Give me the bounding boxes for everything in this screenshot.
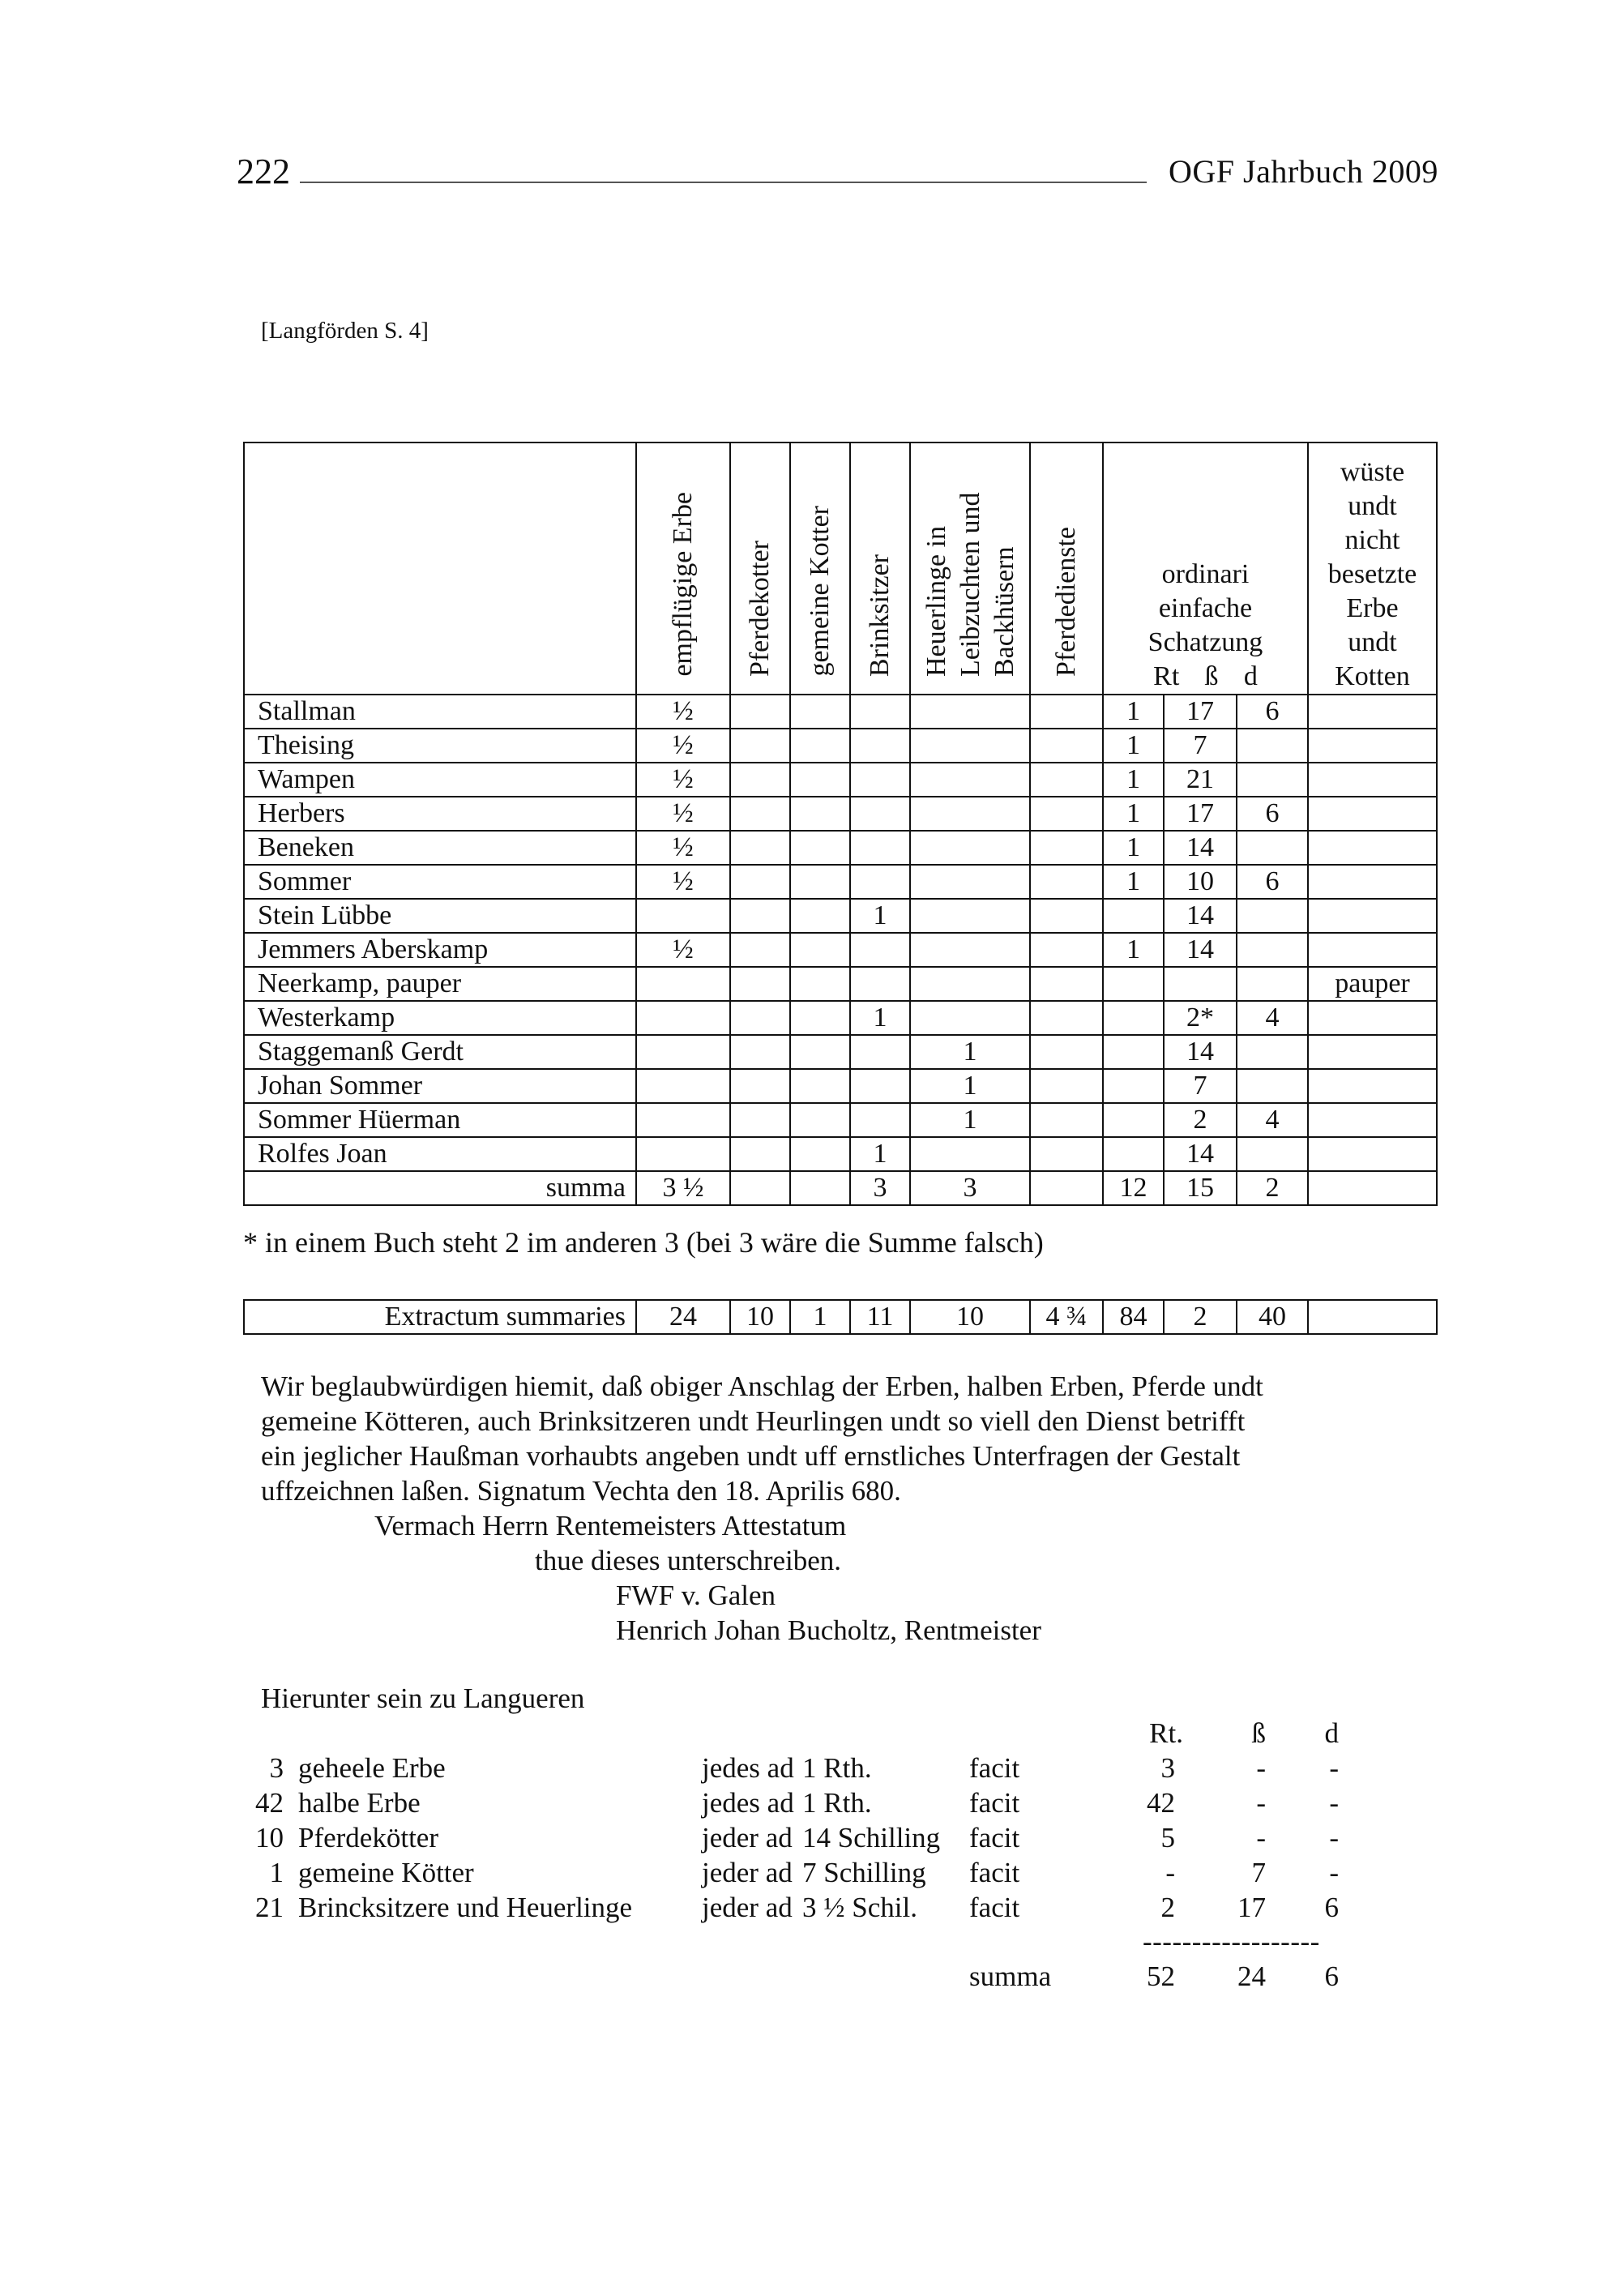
cell-wueste bbox=[1308, 899, 1437, 933]
cell-heuer bbox=[910, 763, 1030, 797]
cell-s: 14 bbox=[1164, 1137, 1237, 1171]
cell-dienste bbox=[1030, 797, 1103, 831]
cell-d: 6 bbox=[1237, 695, 1308, 729]
cell-brink: 1 bbox=[850, 899, 910, 933]
cell-dienste bbox=[1030, 967, 1103, 1001]
cell-s: 7 bbox=[1164, 1069, 1237, 1103]
cell-brink bbox=[850, 1035, 910, 1069]
summary-label: halbe Erbe bbox=[298, 1787, 421, 1819]
cell-rt bbox=[1103, 1137, 1164, 1171]
header-empty-cell bbox=[244, 443, 636, 695]
summary-facit: facit bbox=[969, 1857, 1020, 1888]
summa-pferdekotter bbox=[730, 1171, 790, 1205]
summary-jeder: jedes ad bbox=[702, 1752, 794, 1784]
summary-d: - bbox=[1329, 1752, 1339, 1784]
cell-heuer: 1 bbox=[910, 1103, 1030, 1137]
cell-pferdekotter bbox=[730, 1001, 790, 1035]
cell-brink bbox=[850, 967, 910, 1001]
cell-wueste bbox=[1308, 1035, 1437, 1069]
summary-label: Pferdekötter bbox=[298, 1822, 438, 1853]
cell-pferdekotter bbox=[730, 1137, 790, 1171]
cell-pferdekotter bbox=[730, 831, 790, 865]
summa-row bbox=[244, 1171, 1437, 1205]
cell-erbe bbox=[636, 899, 730, 933]
row-name: Sommer Hüerman bbox=[244, 1103, 636, 1137]
table-row bbox=[244, 729, 1437, 763]
table-header-row bbox=[244, 443, 1437, 695]
summary-rate: 14 Schilling bbox=[802, 1822, 941, 1853]
cell-s: 7 bbox=[1164, 729, 1237, 763]
cell-s: 21 bbox=[1164, 763, 1237, 797]
cell-erbe bbox=[636, 1103, 730, 1137]
cell-d bbox=[1237, 1137, 1308, 1171]
footnote: * in einem Buch steht 2 im anderen 3 (bei 3 wäre die Summe falsch) bbox=[243, 1226, 1044, 1259]
cell-rt: 1 bbox=[1103, 695, 1164, 729]
cell-rt bbox=[1103, 1001, 1164, 1035]
signature-bucholtz: Henrich Johan Bucholtz, Rentmeister bbox=[616, 1614, 1041, 1646]
cell-rt bbox=[1103, 1035, 1164, 1069]
summary-rt: 5 bbox=[1160, 1822, 1175, 1853]
cell-rt: 1 bbox=[1103, 865, 1164, 899]
cell-brink bbox=[850, 1069, 910, 1103]
cell-dienste bbox=[1030, 729, 1103, 763]
row-name: Stallman bbox=[244, 695, 636, 729]
page-number: 222 bbox=[237, 152, 290, 191]
wueste-line6: undt bbox=[1348, 627, 1397, 657]
col-header-wueste bbox=[1308, 443, 1437, 695]
extract-d: 40 bbox=[1237, 1300, 1308, 1334]
cell-s: 2* bbox=[1164, 1001, 1237, 1035]
cell-d bbox=[1237, 763, 1308, 797]
ordinari-line1: ordinari bbox=[1161, 559, 1250, 589]
summary-jeder: jeder ad bbox=[702, 1822, 793, 1853]
cell-pferdekotter bbox=[730, 933, 790, 967]
summary-d: 6 bbox=[1324, 1892, 1339, 1923]
summa-wueste bbox=[1308, 1171, 1437, 1205]
cell-erbe: ½ bbox=[636, 865, 730, 899]
cell-gemeine bbox=[790, 763, 850, 797]
summary-jeder: jeder ad bbox=[702, 1892, 793, 1923]
cell-brink bbox=[850, 1103, 910, 1137]
cell-pferdekotter bbox=[730, 695, 790, 729]
row-name: Jemmers Aberskamp bbox=[244, 933, 636, 967]
summa-dienste bbox=[1030, 1171, 1103, 1205]
cell-brink: 1 bbox=[850, 1001, 910, 1035]
cell-rt bbox=[1103, 899, 1164, 933]
summary-facit: facit bbox=[969, 1787, 1020, 1819]
summary-rt: - bbox=[1165, 1857, 1175, 1888]
cell-heuer bbox=[910, 899, 1030, 933]
cell-d bbox=[1237, 967, 1308, 1001]
cell-heuer bbox=[910, 967, 1030, 1001]
summary-rate: 1 Rth. bbox=[802, 1752, 872, 1784]
cell-d bbox=[1237, 899, 1308, 933]
cell-wueste bbox=[1308, 865, 1437, 899]
cell-d: 6 bbox=[1237, 865, 1308, 899]
cell-gemeine bbox=[790, 933, 850, 967]
cell-s: 14 bbox=[1164, 831, 1237, 865]
cell-heuer bbox=[910, 831, 1030, 865]
cell-brink bbox=[850, 933, 910, 967]
summary-rate: 3 ½ Schil. bbox=[802, 1892, 917, 1923]
cell-heuer bbox=[910, 1001, 1030, 1035]
cell-dienste bbox=[1030, 1001, 1103, 1035]
extract-gemeine: 1 bbox=[790, 1300, 850, 1334]
extract-row bbox=[244, 1300, 1437, 1334]
summary-rate: 7 Schilling bbox=[802, 1857, 926, 1888]
cell-gemeine bbox=[790, 1069, 850, 1103]
row-name: Beneken bbox=[244, 831, 636, 865]
cell-rt bbox=[1103, 967, 1164, 1001]
wueste-line5: Erbe bbox=[1346, 593, 1399, 623]
summary-count: 3 bbox=[269, 1752, 284, 1784]
cell-brink bbox=[850, 797, 910, 831]
ordinari-line3: Schatzung bbox=[1147, 627, 1263, 657]
cell-heuer bbox=[910, 865, 1030, 899]
row-name: Neerkamp, pauper bbox=[244, 967, 636, 1001]
cell-pferdekotter bbox=[730, 729, 790, 763]
cell-erbe bbox=[636, 967, 730, 1001]
summa-brink: 3 bbox=[850, 1171, 910, 1205]
table-row bbox=[244, 763, 1437, 797]
summary-label: geheele Erbe bbox=[298, 1752, 446, 1784]
summa-heuer: 3 bbox=[910, 1171, 1030, 1205]
col-header-pferdekotter: Pferdekotter bbox=[730, 443, 790, 695]
summa-s: 15 bbox=[1164, 1171, 1237, 1205]
table-row bbox=[244, 1035, 1437, 1069]
cell-d: 4 bbox=[1237, 1103, 1308, 1137]
summary-count: 21 bbox=[255, 1892, 284, 1923]
table-row bbox=[244, 797, 1437, 831]
summary-rt: 42 bbox=[1147, 1787, 1175, 1819]
wueste-line7: Kotten bbox=[1335, 661, 1410, 691]
summary-unit-rt: Rt. bbox=[1149, 1717, 1183, 1749]
summary-facit: facit bbox=[969, 1752, 1020, 1784]
col-header-brinksitzer: Brinksitzer bbox=[850, 443, 910, 695]
extract-dienste: 4 ¾ bbox=[1030, 1300, 1103, 1334]
table-row bbox=[244, 1001, 1437, 1035]
cell-s: 17 bbox=[1164, 695, 1237, 729]
cell-wueste bbox=[1308, 695, 1437, 729]
summary-facit: facit bbox=[969, 1892, 1020, 1923]
row-name: Stein Lübbe bbox=[244, 899, 636, 933]
cell-dienste bbox=[1030, 763, 1103, 797]
summa-gemeine bbox=[790, 1171, 850, 1205]
cell-erbe bbox=[636, 1069, 730, 1103]
cell-d bbox=[1237, 1069, 1308, 1103]
source-reference: [Langförden S. 4] bbox=[261, 318, 429, 344]
cell-brink bbox=[850, 831, 910, 865]
extract-pferdekotter: 10 bbox=[730, 1300, 790, 1334]
cell-s bbox=[1164, 967, 1237, 1001]
cell-erbe bbox=[636, 1001, 730, 1035]
cell-wueste bbox=[1308, 933, 1437, 967]
cell-erbe bbox=[636, 1035, 730, 1069]
attestation-line: uffzeichnen laßen. Signatum Vechta den 18. Aprilis 680. bbox=[261, 1475, 901, 1507]
cell-brink: 1 bbox=[850, 1137, 910, 1171]
table-row bbox=[244, 831, 1437, 865]
tax-register-table bbox=[243, 442, 1438, 1206]
summary-count: 1 bbox=[269, 1857, 284, 1888]
cell-dienste bbox=[1030, 1035, 1103, 1069]
cell-gemeine bbox=[790, 1137, 850, 1171]
cell-wueste bbox=[1308, 1001, 1437, 1035]
summary-s: 7 bbox=[1251, 1857, 1266, 1888]
cell-gemeine bbox=[790, 899, 850, 933]
cell-wueste bbox=[1308, 831, 1437, 865]
cell-gemeine bbox=[790, 1103, 850, 1137]
unit-pfennig: d bbox=[1243, 661, 1258, 691]
cell-erbe: ½ bbox=[636, 695, 730, 729]
summary-rate: 1 Rth. bbox=[802, 1787, 872, 1819]
cell-dienste bbox=[1030, 899, 1103, 933]
cell-d bbox=[1237, 729, 1308, 763]
summary-d: - bbox=[1329, 1787, 1339, 1819]
table-row bbox=[244, 695, 1437, 729]
cell-heuer: 1 bbox=[910, 1069, 1030, 1103]
summary-rt: 2 bbox=[1160, 1892, 1175, 1923]
cell-heuer bbox=[910, 1137, 1030, 1171]
wueste-line2: undt bbox=[1348, 491, 1397, 521]
cell-wueste bbox=[1308, 1103, 1437, 1137]
cell-d bbox=[1237, 1035, 1308, 1069]
cell-pferdekotter bbox=[730, 899, 790, 933]
col-header-gemeine-kotter: gemeine Kotter bbox=[790, 443, 850, 695]
cell-s: 14 bbox=[1164, 1035, 1237, 1069]
attestation-line: Wir beglaubwürdigen hiemit, daß obiger Anschlag der Erben, halben Erben, Pferde undt bbox=[261, 1370, 1263, 1402]
cell-pferdekotter bbox=[730, 1035, 790, 1069]
cell-pferdekotter bbox=[730, 1069, 790, 1103]
cell-wueste bbox=[1308, 1069, 1437, 1103]
cell-heuer bbox=[910, 729, 1030, 763]
row-name: Johan Sommer bbox=[244, 1069, 636, 1103]
cell-brink bbox=[850, 763, 910, 797]
cell-wueste bbox=[1308, 1137, 1437, 1171]
cell-pferdekotter bbox=[730, 1103, 790, 1137]
summa-rt: 12 bbox=[1103, 1171, 1164, 1205]
cell-rt: 1 bbox=[1103, 797, 1164, 831]
cell-erbe bbox=[636, 1137, 730, 1171]
wueste-line1: wüste bbox=[1340, 457, 1405, 487]
cell-erbe: ½ bbox=[636, 763, 730, 797]
extract-s: 2 bbox=[1164, 1300, 1237, 1334]
row-name: Sommer bbox=[244, 865, 636, 899]
summary-jeder: jedes ad bbox=[702, 1787, 794, 1819]
cell-gemeine bbox=[790, 729, 850, 763]
cell-wueste bbox=[1308, 763, 1437, 797]
cell-gemeine bbox=[790, 831, 850, 865]
cell-gemeine bbox=[790, 1035, 850, 1069]
summary-title: Hierunter sein zu Langueren bbox=[261, 1682, 585, 1714]
col-header-pferdedienste: Pferdedienste bbox=[1030, 443, 1103, 695]
table-row bbox=[244, 967, 1437, 1001]
summary-s: 17 bbox=[1237, 1892, 1266, 1923]
summary-count: 10 bbox=[255, 1822, 284, 1853]
summary-rt: 3 bbox=[1160, 1752, 1175, 1784]
attestation-line: thue dieses unterschreiben. bbox=[535, 1545, 842, 1576]
cell-rt: 1 bbox=[1103, 729, 1164, 763]
cell-d: 6 bbox=[1237, 797, 1308, 831]
cell-heuer: 1 bbox=[910, 1035, 1030, 1069]
cell-rt: 1 bbox=[1103, 763, 1164, 797]
summa-d: 2 bbox=[1237, 1171, 1308, 1205]
summary-s: - bbox=[1256, 1787, 1266, 1819]
cell-pferdekotter bbox=[730, 967, 790, 1001]
cell-gemeine bbox=[790, 865, 850, 899]
wueste-line3: nicht bbox=[1344, 525, 1400, 555]
attestation-line: Vermach Herrn Rentemeisters Attestatum bbox=[374, 1510, 847, 1541]
table-row bbox=[244, 899, 1437, 933]
summa-label: summa bbox=[244, 1171, 636, 1205]
summary-d: - bbox=[1329, 1857, 1339, 1888]
table-row bbox=[244, 933, 1437, 967]
cell-d: 4 bbox=[1237, 1001, 1308, 1035]
summary-label: Brincksitzere und Heuerlinge bbox=[298, 1892, 633, 1923]
extract-rt: 84 bbox=[1103, 1300, 1164, 1334]
cell-erbe: ½ bbox=[636, 797, 730, 831]
header-rule bbox=[300, 182, 1147, 183]
row-name: Theising bbox=[244, 729, 636, 763]
col-header-ordinari-schatzung bbox=[1103, 443, 1308, 695]
cell-d bbox=[1237, 933, 1308, 967]
extract-wueste bbox=[1308, 1300, 1437, 1334]
col-header-erbe: empflügige Erbe bbox=[636, 443, 730, 695]
cell-rt bbox=[1103, 1069, 1164, 1103]
summary-facit: facit bbox=[969, 1822, 1020, 1853]
cell-dienste bbox=[1030, 695, 1103, 729]
wueste-line4: besetzte bbox=[1327, 559, 1417, 589]
cell-rt: 1 bbox=[1103, 831, 1164, 865]
summary-total-d: 6 bbox=[1324, 1960, 1339, 1992]
cell-dienste bbox=[1030, 1069, 1103, 1103]
cell-rt bbox=[1103, 1103, 1164, 1137]
summary-d: - bbox=[1329, 1822, 1339, 1853]
summa-erbe: 3 ½ bbox=[636, 1171, 730, 1205]
attestation-line: gemeine Kötteren, auch Brinksitzeren undt Heurlingen undt so viell den Dienst betrifft bbox=[261, 1405, 1246, 1437]
summary-unit-s: ß bbox=[1251, 1717, 1266, 1749]
cell-pferdekotter bbox=[730, 797, 790, 831]
cell-gemeine bbox=[790, 967, 850, 1001]
cell-pferdekotter bbox=[730, 865, 790, 899]
cell-s: 14 bbox=[1164, 899, 1237, 933]
extract-label: Extractum summaries bbox=[244, 1300, 636, 1334]
cell-dienste bbox=[1030, 933, 1103, 967]
unit-schilling: ß bbox=[1204, 661, 1219, 691]
cell-s: 2 bbox=[1164, 1103, 1237, 1137]
cell-gemeine bbox=[790, 797, 850, 831]
signature-galen: FWF v. Galen bbox=[616, 1580, 776, 1611]
cell-dienste bbox=[1030, 865, 1103, 899]
publication-title: OGF Jahrbuch 2009 bbox=[1169, 153, 1438, 190]
col-header-heuerlinge: Heuerlinge in Leibzuchten und Backhüsern bbox=[910, 443, 1030, 695]
attestation-line: ein jeglicher Haußman vorhaubts angeben undt uff ernstliches Unterfragen der Gestalt bbox=[261, 1440, 1241, 1472]
cell-erbe: ½ bbox=[636, 729, 730, 763]
cell-heuer bbox=[910, 797, 1030, 831]
row-name: Rolfes Joan bbox=[244, 1137, 636, 1171]
table-row bbox=[244, 1103, 1437, 1137]
cell-rt: 1 bbox=[1103, 933, 1164, 967]
summary-total-label: summa bbox=[969, 1960, 1052, 1992]
cell-gemeine bbox=[790, 1001, 850, 1035]
summary-s: - bbox=[1256, 1752, 1266, 1784]
row-name: Staggemanß Gerdt bbox=[244, 1035, 636, 1069]
summary-total-s: 24 bbox=[1237, 1960, 1266, 1992]
extract-brink: 11 bbox=[850, 1300, 910, 1334]
row-name: Wampen bbox=[244, 763, 636, 797]
cell-heuer bbox=[910, 933, 1030, 967]
extract-erbe: 24 bbox=[636, 1300, 730, 1334]
cell-s: 10 bbox=[1164, 865, 1237, 899]
cell-dienste bbox=[1030, 1137, 1103, 1171]
cell-erbe: ½ bbox=[636, 831, 730, 865]
cell-dienste bbox=[1030, 1103, 1103, 1137]
extract-heuer: 10 bbox=[910, 1300, 1030, 1334]
summary-separator: ------------------ bbox=[1143, 1926, 1320, 1957]
cell-brink bbox=[850, 865, 910, 899]
unit-rt: Rt bbox=[1153, 661, 1180, 691]
cell-brink bbox=[850, 729, 910, 763]
summary-unit-d: d bbox=[1324, 1717, 1339, 1749]
summary-label: gemeine Kötter bbox=[298, 1857, 474, 1888]
cell-pferdekotter bbox=[730, 763, 790, 797]
row-name: Herbers bbox=[244, 797, 636, 831]
cell-wueste bbox=[1308, 729, 1437, 763]
cell-brink bbox=[850, 695, 910, 729]
cell-heuer bbox=[910, 695, 1030, 729]
cell-d bbox=[1237, 831, 1308, 865]
summary-jeder: jeder ad bbox=[702, 1857, 793, 1888]
cell-gemeine bbox=[790, 695, 850, 729]
table-row bbox=[244, 865, 1437, 899]
cell-s: 14 bbox=[1164, 933, 1237, 967]
cell-dienste bbox=[1030, 831, 1103, 865]
cell-wueste: pauper bbox=[1308, 967, 1437, 1001]
table-row bbox=[244, 1137, 1437, 1171]
extract-summaries-table bbox=[243, 1299, 1438, 1335]
ordinari-line2: einfache bbox=[1158, 593, 1253, 623]
summary-count: 42 bbox=[255, 1787, 284, 1819]
cell-s: 17 bbox=[1164, 797, 1237, 831]
summary-s: - bbox=[1256, 1822, 1266, 1853]
cell-wueste bbox=[1308, 797, 1437, 831]
summary-total-rt: 52 bbox=[1147, 1960, 1175, 1992]
row-name: Westerkamp bbox=[244, 1001, 636, 1035]
cell-erbe: ½ bbox=[636, 933, 730, 967]
table-row bbox=[244, 1069, 1437, 1103]
